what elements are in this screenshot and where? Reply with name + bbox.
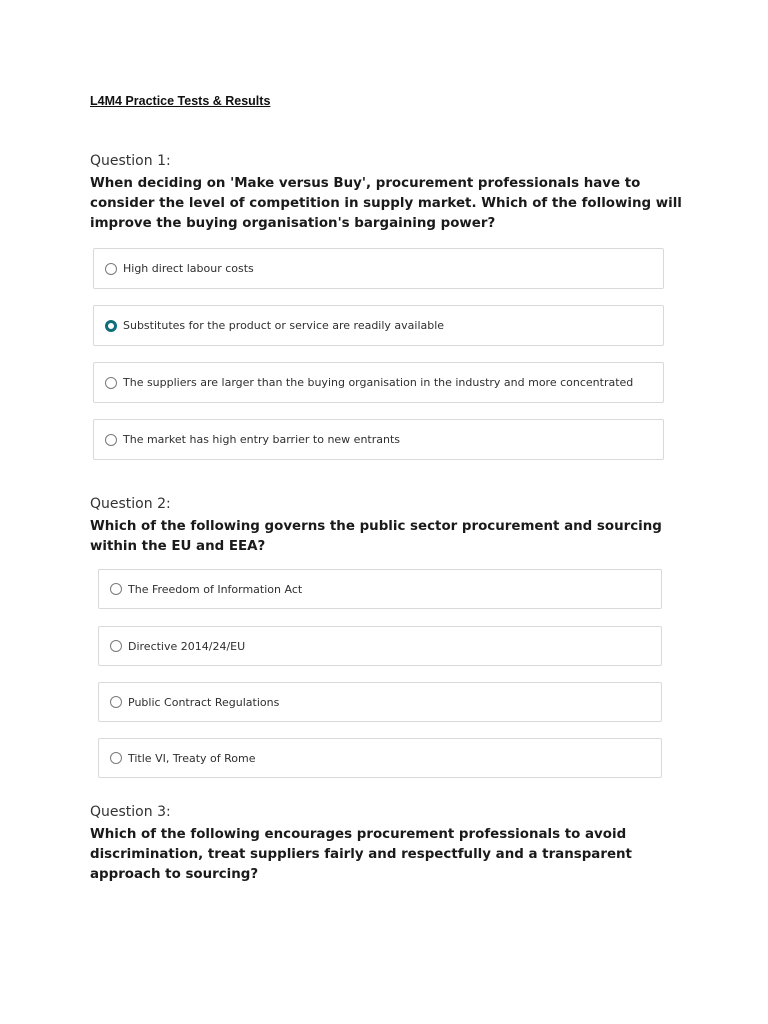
question-2-option-1[interactable]: [98, 569, 662, 609]
option-label: Directive 2014/24/EU: [128, 639, 246, 653]
question-3-label: Question 3:: [90, 804, 171, 820]
radio-icon[interactable]: [105, 377, 117, 389]
question-1-option-4[interactable]: [93, 419, 664, 460]
option-label: Title VI, Treaty of Rome: [128, 751, 256, 765]
question-2-option-2[interactable]: [98, 626, 662, 666]
question-2-text: Which of the following governs the public sector procurement and sourcing within the EU and EEA?: [90, 519, 662, 554]
question-1-text: When deciding on 'Make versus Buy', procurement professionals have to consider the level of competition in supply market. Which of the following will improve the buying organisation's bargaining power?: [90, 176, 682, 231]
question-3-text: Which of the following encourages procurement professionals to avoid discrimination, treat suppliers fairly and respectfully and a transparent approach to sourcing?: [90, 827, 632, 882]
question-2-label: Question 2:: [90, 496, 171, 512]
option-label: High direct labour costs: [123, 262, 254, 275]
question-1: [90, 152, 690, 234]
question-1-option-1[interactable]: [93, 248, 664, 289]
option-label: The suppliers are larger than the buying organisation in the industry and more concentrated: [123, 376, 634, 389]
radio-icon[interactable]: [105, 263, 117, 275]
question-2-option-4[interactable]: [98, 738, 662, 778]
question-1-label: Question 1:: [90, 153, 171, 169]
document-title: L4M4 Practice Tests & Results: [90, 94, 271, 108]
option-label: Substitutes for the product or service are readily available: [123, 319, 445, 332]
question-1-option-2[interactable]: [93, 305, 664, 346]
radio-selected-icon[interactable]: [105, 320, 117, 332]
radio-icon[interactable]: [110, 696, 122, 708]
question-3: [90, 803, 690, 885]
question-2-option-3[interactable]: [98, 682, 662, 722]
radio-icon[interactable]: [110, 640, 122, 652]
radio-icon[interactable]: [110, 583, 122, 595]
option-label: Public Contract Regulations: [128, 695, 280, 709]
option-label: The Freedom of Information Act: [128, 582, 303, 596]
question-2: [90, 495, 690, 557]
question-1-option-3[interactable]: [93, 362, 664, 403]
option-label: The market has high entry barrier to new entrants: [123, 433, 401, 446]
radio-icon[interactable]: [110, 752, 122, 764]
radio-icon[interactable]: [105, 434, 117, 446]
